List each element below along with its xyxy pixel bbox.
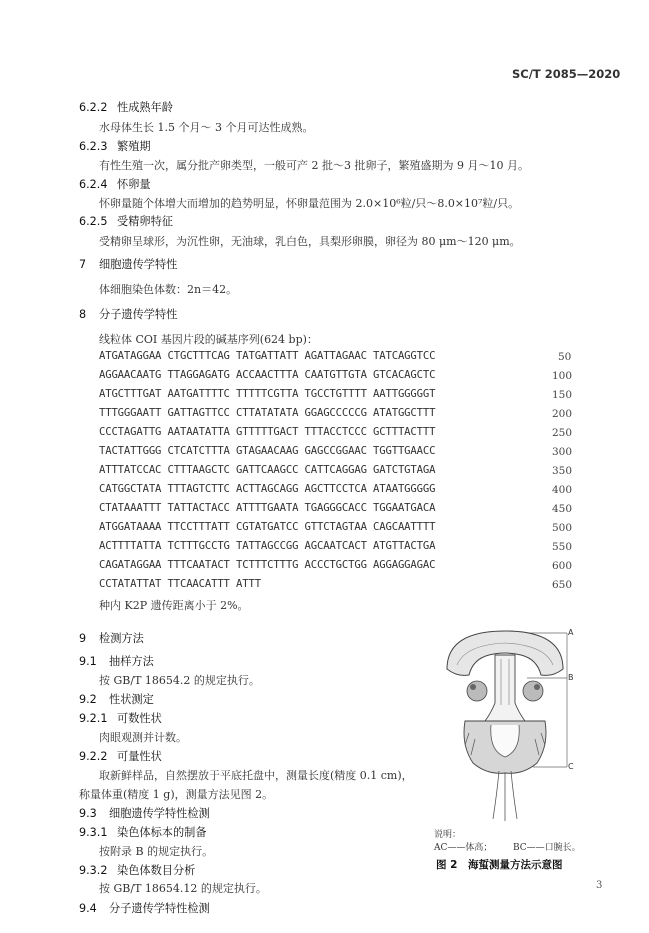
paragraph-9-2-2-line2: 称量体重(精度 1 g)，测量方法见图 2。 — [79, 788, 274, 801]
heading-6-2-4 — [79, 176, 151, 192]
section-number: 9.3.1 — [79, 826, 108, 839]
sequence-line: AGGAACAATG TTAGGAGATG ACCAACTTTA CAATGTTGTA GTCACAGCTC — [99, 369, 436, 381]
section-number: 7 — [79, 258, 87, 271]
section-number: 9.2.1 — [79, 712, 108, 725]
figure-caption: 图 2 海蜇测量方法示意图 — [436, 859, 563, 871]
scapulet-right-detail — [534, 684, 540, 690]
heading-9-3-1 — [79, 824, 207, 840]
sequence-line: CCTATATTAT TTCAACATTT ATTT — [99, 578, 261, 590]
standard-code: SC/T 2085—2020 — [512, 67, 621, 81]
sequence-intro: 线粒体 COI 基因片段的碱基序列(624 bp)： — [99, 333, 318, 346]
sequence-line: ATTTATCCAC CTTTAAGCTC GATTCAAGCC CATTCAGGAG GATCTGTAGA — [99, 464, 436, 476]
section-number: 6.2.4 — [79, 178, 108, 191]
sequence-position: 250 — [552, 427, 573, 439]
heading-9-3 — [79, 805, 210, 821]
section-number: 9.1 — [79, 655, 97, 668]
terminal-filaments — [493, 771, 517, 821]
section-title: 怀卵量 — [117, 178, 151, 191]
sequence-position: 100 — [552, 370, 573, 382]
label-a: A — [568, 628, 574, 637]
heading-9-2 — [79, 691, 154, 707]
section-number: 9.3 — [79, 807, 97, 820]
scapulet-right — [523, 681, 543, 701]
sequence-line: ATGGATAAAA TTCCTTTATT CGTATGATCC GTTCTAGTAA CAGCAATTTT — [99, 521, 436, 533]
paragraph-6-2-5: 受精卵呈球形，为沉性卵，无油球，乳白色，具梨形卵膜，卵径为 80 μm～120 μm。 — [99, 235, 521, 248]
label-c: C — [568, 762, 574, 771]
paragraph-9-2-2-line1: 取新鲜样品，自然摆放于平底托盘中，测量长度(精度 0.1 cm)， — [99, 769, 413, 782]
section-number: 9 — [79, 632, 87, 645]
section-title: 受精卵特征 — [117, 215, 173, 228]
sequence-line: CATGGCTATA TTTAGTCTTC ACTTAGCAGG AGCTTCCTCA ATAATGGGGG — [99, 483, 436, 495]
paragraph-6-2-4: 怀卵量随个体增大而增加的趋势明显，怀卵量范围为 2.0×10⁶粒/只～8.0×10⁷粒/只。 — [99, 197, 520, 210]
paragraph-9-3-1: 按附录 B 的规定执行。 — [99, 845, 214, 858]
section-number: 9.2.2 — [79, 750, 108, 763]
heading-9 — [79, 630, 144, 646]
label-b: B — [568, 673, 574, 682]
sequence-position: 550 — [552, 541, 573, 553]
sequence-position: 400 — [552, 484, 573, 496]
section-number: 6.2.3 — [79, 140, 108, 153]
section-number: 9.3.2 — [79, 864, 108, 877]
heading-6-2-3 — [79, 138, 151, 154]
page-number: 3 — [596, 880, 603, 891]
section-title: 可数性状 — [117, 712, 162, 725]
paragraph-9-2-1: 肉眼观测并计数。 — [99, 731, 187, 744]
section-title: 抽样方法 — [109, 655, 154, 668]
heading-6-2-2 — [79, 99, 173, 115]
section-title: 可量性状 — [117, 750, 162, 763]
heading-7 — [79, 256, 177, 272]
jellyfish-figure — [425, 625, 585, 825]
sequence-line: CAGATAGGAA TTTCAATACT TCTTTCTTTG ACCCTGCTGG AGGAGGAGAC — [99, 559, 436, 571]
heading-8 — [79, 306, 177, 322]
sequence-line: ATGATAGGAA CTGCTTTCAG TATGATTATT AGATTAGAAC TATCAGGTCC — [99, 350, 436, 362]
section-title: 染色体数目分析 — [117, 864, 196, 877]
sequence-position: 300 — [552, 446, 573, 458]
heading-9-2-2 — [79, 748, 162, 764]
sequence-position: 600 — [552, 560, 573, 572]
sequence-line: CTATAAATTT TATTACTACC ATTTTGAATA TGAGGGCACC TGGAATGACA — [99, 502, 436, 514]
sequence-line: TACTATTGGG CTCATCTTTA GTAGAACAAG GAGCCGGAAC TGGTTGAACC — [99, 445, 436, 457]
section-title: 分子遗传学特性 — [99, 308, 178, 321]
section-number: 9.4 — [79, 902, 97, 915]
heading-9-4 — [79, 900, 210, 916]
section-title: 分子遗传学特性检测 — [109, 902, 210, 915]
section-title: 性成熟年龄 — [117, 101, 173, 114]
figure-note-ac: AC——体高； — [434, 843, 493, 853]
sequence-position: 50 — [558, 351, 572, 363]
sequence-position: 200 — [552, 408, 573, 420]
sequence-position: 350 — [552, 465, 573, 477]
paragraph-6-2-3: 有性生殖一次，属分批产卵类型，一般可产 2 批～3 批卵子，繁殖盛期为 9 月～10 月。 — [99, 159, 529, 172]
paragraph-6-2-2: 水母体生长 1.5 个月～ 3 个月可达性成熟。 — [99, 121, 314, 134]
figure-note-title: 说明： — [434, 830, 462, 840]
heading-9-3-2 — [79, 862, 195, 878]
sequence-position: 150 — [552, 389, 573, 401]
manubrium — [485, 655, 525, 721]
scapulet-left-detail — [470, 684, 476, 690]
section-title: 染色体标本的制备 — [117, 826, 207, 839]
figure-note-bc: BC——口腕长。 — [513, 843, 581, 853]
section-title: 繁殖期 — [117, 140, 151, 153]
paragraph-9-1: 按 GB/T 18654.2 的规定执行。 — [99, 674, 260, 687]
paragraph-7: 体细胞染色体数：2n＝42。 — [99, 283, 238, 296]
sequence-position: 500 — [552, 522, 573, 534]
section-number: 6.2.2 — [79, 101, 108, 114]
section-title: 细胞遗传学特性检测 — [109, 807, 210, 820]
scapulet-left — [467, 681, 487, 701]
section-number: 8 — [79, 308, 87, 321]
sequence-line: CCCTAGATTG AATAATATTA GTTTTTGACT TTTACCTCCC GCTTTACTTT — [99, 426, 436, 438]
heading-9-2-1 — [79, 710, 162, 726]
section-title: 性状测定 — [109, 693, 154, 706]
paragraph-9-3-2: 按 GB/T 18654.12 的规定执行。 — [99, 882, 267, 895]
section-number: 9.2 — [79, 693, 97, 706]
k2p-note: 种内 K2P 遗传距离小于 2%。 — [99, 599, 249, 612]
heading-6-2-5 — [79, 213, 173, 229]
section-number: 6.2.5 — [79, 215, 108, 228]
section-title: 细胞遗传学特性 — [99, 258, 178, 271]
heading-9-1 — [79, 653, 154, 669]
sequence-line: ACTTTTATTA TCTTTGCCTG TATTAGCCGG AGCAATCACT ATGTTACTGA — [99, 540, 436, 552]
sequence-line: ATGCTTTGAT AATGATTTTC TTTTTCGTTA TGCCTGTTTT AATTGGGGGT — [99, 388, 436, 400]
sequence-position: 650 — [552, 579, 573, 591]
section-title: 检测方法 — [99, 632, 144, 645]
sequence-position: 450 — [552, 503, 573, 515]
sequence-line: TTTGGGAATT GATTAGTTCC CTTATATATA GGAGCCCCCG ATATGGCTTT — [99, 407, 436, 419]
